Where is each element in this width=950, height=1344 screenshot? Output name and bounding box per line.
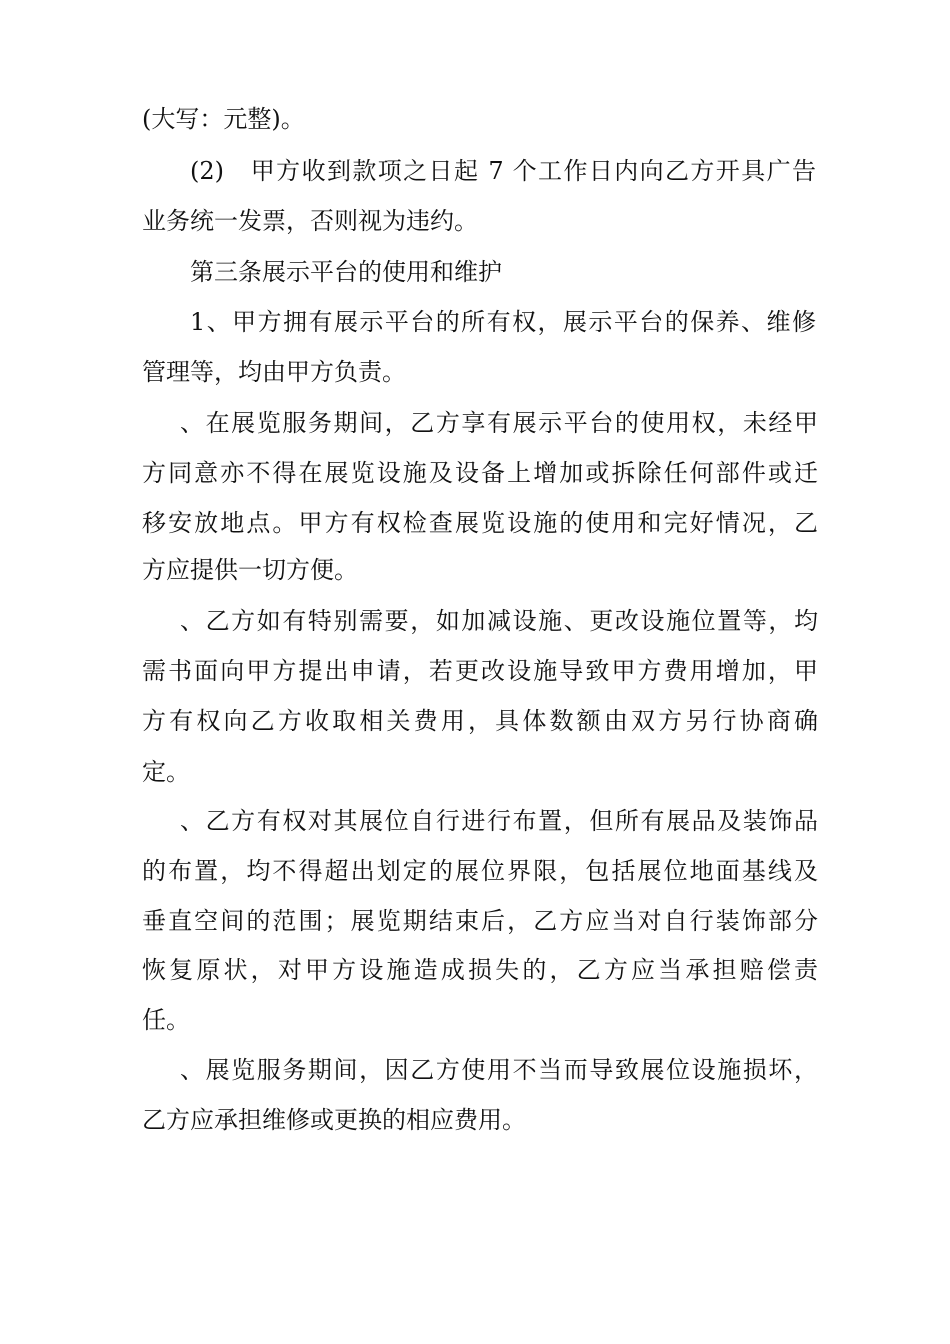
- text-line-item-5-end: 乙方应承担维修或更换的相应费用。: [142, 1106, 526, 1134]
- text-line-invoice-clause-end: 业务统一发票，否则视为违约。: [142, 207, 478, 235]
- text-line-item-3-cont-2: 方有权向乙方收取相关费用，具体数额由双方另行协商确: [142, 707, 818, 735]
- text-line-amount-uppercase: (大写：元整)。: [142, 105, 305, 133]
- text-line-item-3-end: 定。: [142, 758, 190, 786]
- text-line-item-1-start: 1、甲方拥有展示平台的所有权，展示平台的保养、维修: [190, 308, 816, 336]
- text-line-item-2-end: 方应提供一切方便。: [142, 556, 358, 584]
- text-line-item-3-cont-1: 需书面向甲方提出申请，若更改设施导致甲方费用增加，甲: [142, 657, 818, 685]
- text-line-item-2-start: 、在展览服务期间，乙方享有展示平台的使用权，未经甲: [180, 409, 818, 437]
- text-line-item-4-end: 任。: [142, 1006, 190, 1034]
- text-line-item-2-cont-1: 方同意亦不得在展览设施及设备上增加或拆除任何部件或迁: [142, 459, 818, 487]
- text-line-item-2-cont-2: 移安放地点。甲方有权检查展览设施的使用和完好情况，乙: [142, 509, 818, 537]
- text-line-item-3-start: 、乙方如有特别需要，如加减设施、更改设施位置等，均: [180, 607, 818, 635]
- text-line-item-4-start: 、乙方有权对其展位自行进行布置，但所有展品及装饰品: [180, 807, 818, 835]
- text-line-item-4-cont-1: 的布置，均不得超出划定的展位界限，包括展位地面基线及: [142, 857, 818, 885]
- section-heading-article-three: 第三条展示平台的使用和维护: [190, 258, 502, 286]
- text-line-item-5-start: 、展览服务期间，因乙方使用不当而导致展位设施损坏，: [180, 1056, 818, 1084]
- text-line-item-4-cont-2: 垂直空间的范围；展览期结束后，乙方应当对自行装饰部分: [142, 907, 818, 935]
- text-line-item-1-end: 管理等，均由甲方负责。: [142, 358, 406, 386]
- text-line-item-4-cont-3: 恢复原状，对甲方设施造成损失的，乙方应当承担赔偿责: [142, 956, 818, 984]
- text-line-invoice-clause-start: (2) 甲方收到款项之日起 7 个工作日内向乙方开具广告: [190, 157, 816, 185]
